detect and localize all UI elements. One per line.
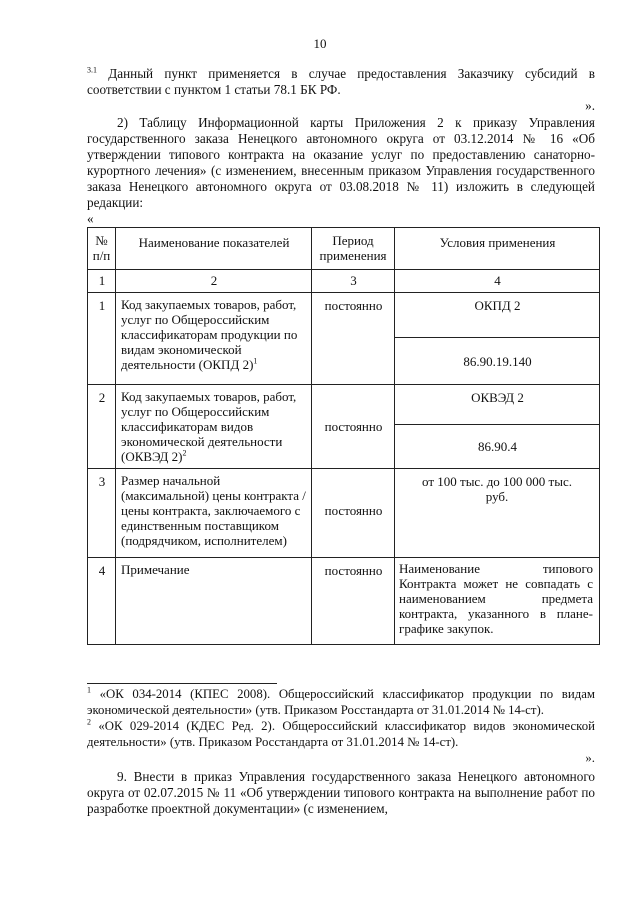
header-cell-name: Наименование показателей [116, 228, 312, 270]
row-cond: Наименование типового Контракта может не совпадать с наименованием предмета контракта, указанного в плане-графике закупок. [399, 561, 593, 636]
row-name: Размер начальной (максимальной) цены контракта /цены контракта, заключаемого с единственным поставщиком (подрядчиком, исполнителем) [121, 473, 306, 548]
table-header-row [88, 228, 600, 270]
row-name: Код закупаемых товаров, работ, услуг по Общероссийским классификаторам продукции по видам экономической деятельности (ОКПД 2)$^1$ [121, 297, 298, 372]
row-cond-top: ОКВЭД 2 [471, 390, 524, 405]
row-cond-bottom: 86.90.4 [478, 438, 517, 454]
row-period: постоянно [324, 502, 383, 518]
footnote-3-1-paragraph [87, 66, 595, 98]
column-number-row [88, 270, 600, 293]
header-cell-conditions: Условия применения [395, 228, 600, 270]
footnote-closing-quote: ». [585, 751, 595, 765]
row-name: Код закупаемых товаров, работ, услуг по Общероссийским классификаторам видов экономической деятельности (ОКВЭД 2)$^2$ [121, 389, 297, 464]
closing-quote: ». [585, 98, 595, 113]
row-period: постоянно [324, 298, 383, 313]
row-name: Примечание [121, 562, 190, 577]
row-cond-top: ОКПД 2 [474, 298, 521, 313]
col-num-4: 4 [494, 273, 501, 288]
footnote-1: $^1$ «ОК 034-2014 (КПЕС 2008). Общероссийский классификатор продукции по видам экономической деятельности» (утв. Приказом Росстандарта от 31.01.2014 № 14-ст). [87, 685, 595, 717]
footnote-separator [87, 683, 277, 684]
page-number: 10 [313, 36, 327, 51]
paragraph-2: 2) Таблицу Информационной карты Приложения 2 к приказу Управления государственного заказа Ненецкого автономного округа от 03.12.2014 № 16 «Об утверждении типового контракта на оказание услуг по предоставлению санаторно-курортного лечения» (с изменением, внесенным приказом Управления государственного заказа Ненецкого автономного округа от 03.08.2018 № 11) изложить в следующей редакции: [87, 115, 595, 210]
table-row [88, 385, 600, 425]
footnote-2: $^2$ «ОК 029-2014 (КДЕС Ред. 2). Общероссийский классификатор видов экономической деятельности» (утв. Приказом Росстандарта от 31.01.2014 № 14-ст). [87, 717, 595, 749]
row-num: 2 [98, 390, 106, 405]
row-num: 3 [98, 474, 106, 489]
table-row [88, 469, 600, 558]
row-period: постоянно [324, 419, 383, 434]
row-cond: от 100 тыс. до 100 000 тыс. руб. [422, 474, 572, 504]
footnote-3-1-text: Данный пункт применяется в случае предоставления Заказчику субсидий в соответствии с пунктом 1 статьи 78.1 БК РФ. [87, 66, 595, 97]
header-cell-period: Период применения [312, 228, 395, 270]
col-num-1: 1 [98, 273, 106, 288]
footnote-mark: 3.1 [87, 65, 97, 75]
table-row [88, 293, 600, 338]
row-cond-bottom: 86.90.19.140 [463, 353, 532, 369]
col-num-2: 2 [210, 273, 218, 288]
row-period: постоянно [324, 563, 383, 578]
row-num: 4 [98, 563, 106, 578]
header-cell-num: № п/п [88, 228, 116, 270]
table-row [88, 558, 600, 645]
opening-quote: « [87, 211, 94, 226]
col-num-3: 3 [350, 273, 357, 288]
paragraph-9: 9. Внести в приказ Управления государственного заказа Ненецкого автономного округа от 02.07.2015 № 11 «Об утверждении типового контракта на выполнение работ по разработке проектной документации» (с изменением, [87, 769, 595, 816]
info-card-table [87, 227, 600, 645]
row-num: 1 [98, 298, 106, 313]
